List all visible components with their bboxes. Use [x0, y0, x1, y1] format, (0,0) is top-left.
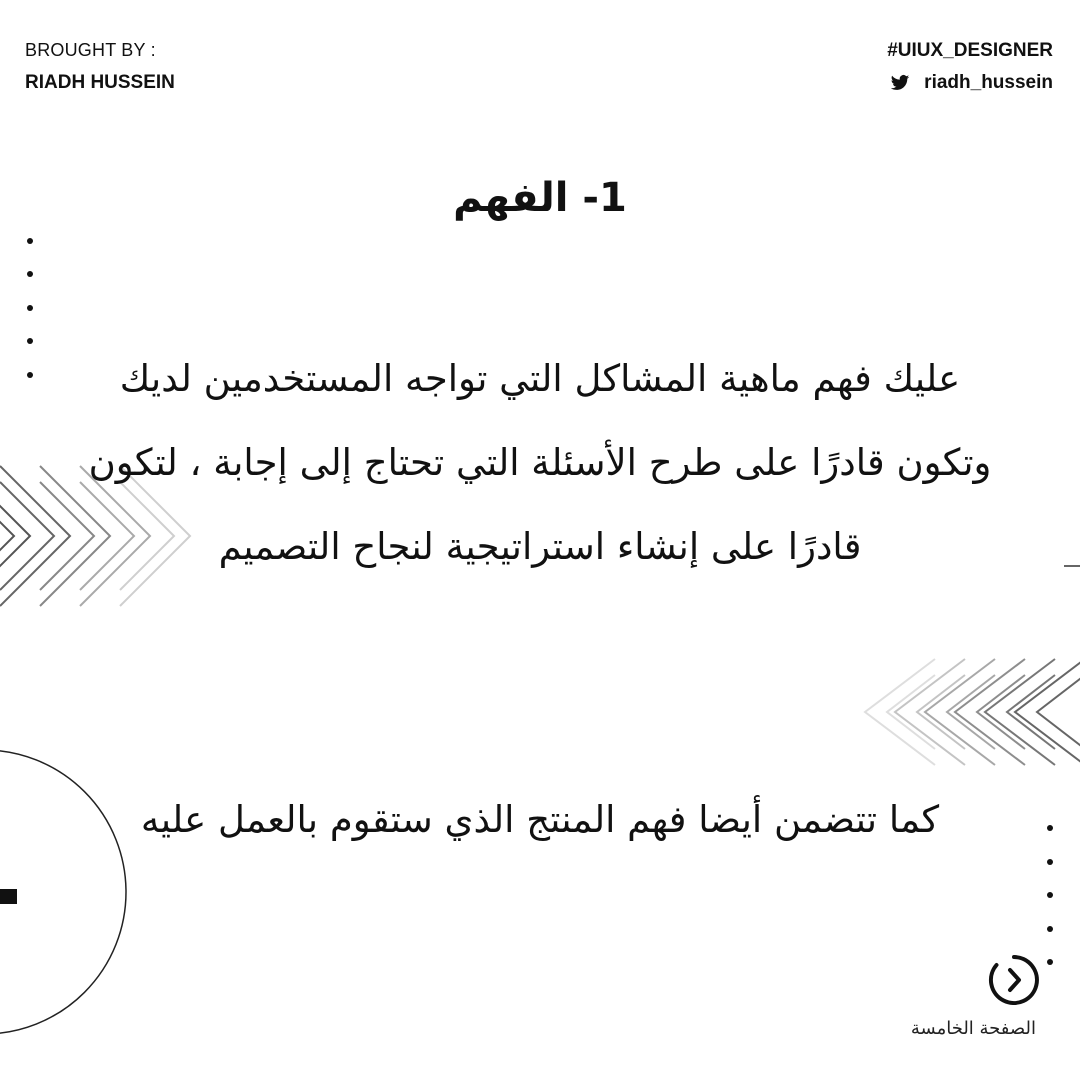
body-paragraph-1: عليك فهم ماهية المشاكل التي تواجه المستخدمين لديك وتكون قادرًا على طرح الأسئلة التي تحتاج إلى إجابة ، لتكون قادرًا على إنشاء استراتيجية لنجاح التصميم [88, 357, 992, 568]
section-title: 1- الفهم [453, 175, 627, 221]
author-name: RIADH HUSSEIN [25, 72, 175, 93]
twitter-handle-row [890, 72, 1053, 94]
twitter-handle: riadh_hussein [924, 72, 1053, 93]
chevron-right-circle-icon [988, 954, 1040, 1006]
next-page-button[interactable] [988, 954, 1040, 1006]
hashtag: #UIUX_DESIGNER [887, 40, 1053, 61]
brought-by-label: BROUGHT BY : [25, 40, 156, 60]
square-marker [0, 889, 17, 904]
body-paragraph-2: كما تتضمن أيضا فهم المنتج الذي ستقوم بالعمل عليه [140, 798, 940, 841]
dotted-line-left [27, 238, 33, 378]
twitter-icon [890, 73, 910, 93]
chevron-pattern-right [865, 659, 1080, 765]
page-label: الصفحة الخامسة [910, 1018, 1036, 1039]
dotted-line-right [1047, 825, 1053, 965]
